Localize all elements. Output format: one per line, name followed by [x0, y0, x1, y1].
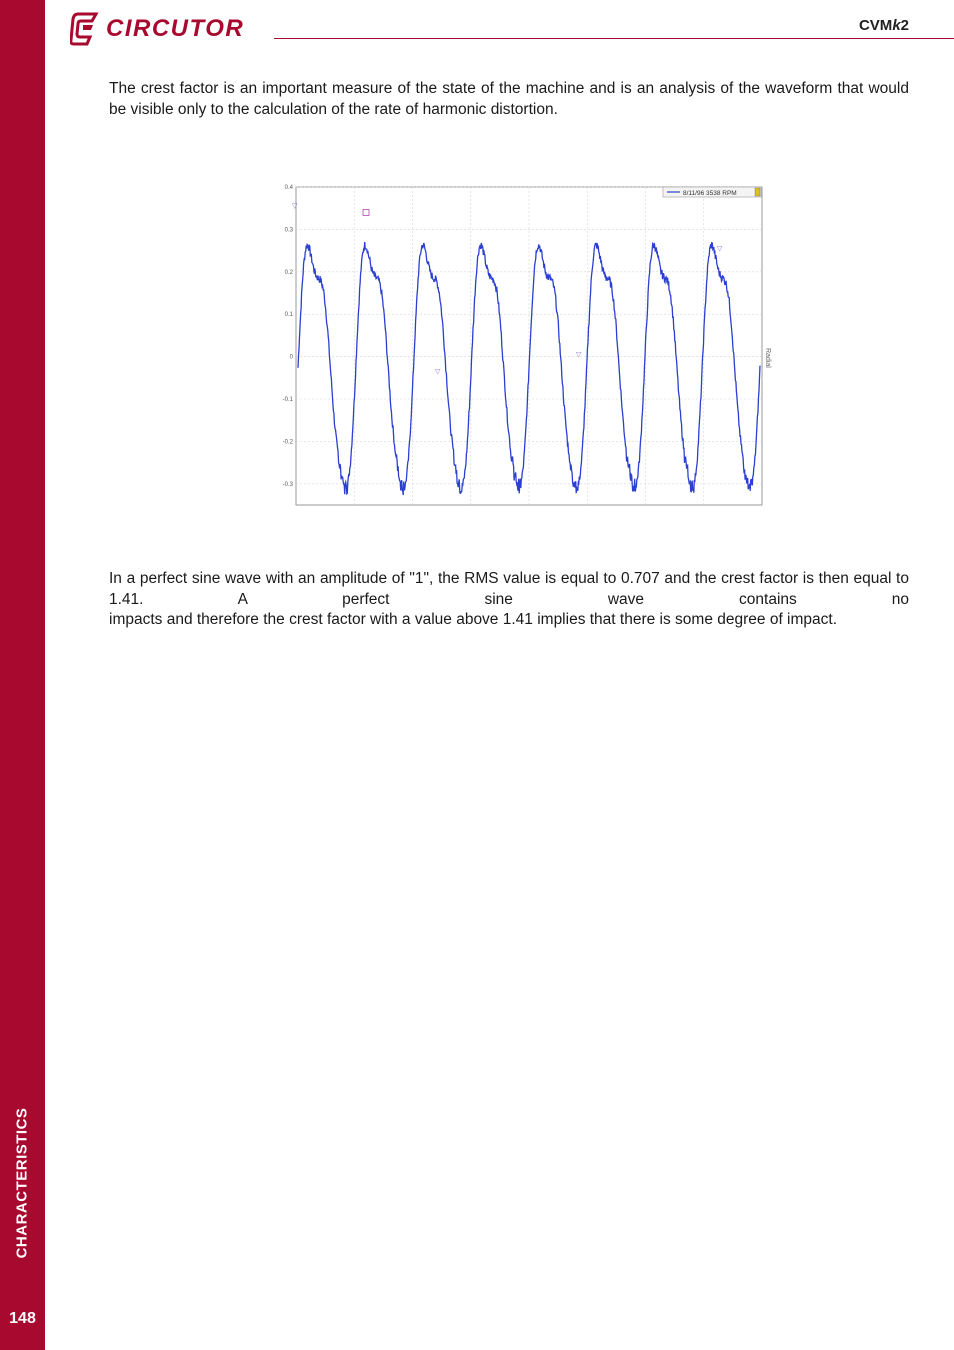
section-label: CHARACTERISTICS	[13, 1107, 31, 1259]
cursor-marker: ▽	[576, 351, 582, 359]
y-tick-label: 0.4	[284, 185, 293, 191]
y-tick-labels	[283, 185, 294, 488]
circutor-logo	[70, 12, 244, 46]
cursor-marker: ▽	[717, 245, 723, 253]
legend-label: 8/11/96 3538 RPM	[683, 190, 737, 197]
header-rule	[274, 38, 954, 39]
chart-legend	[663, 187, 761, 197]
circutor-logo-icon	[70, 12, 100, 46]
y-tick-label: 0	[289, 354, 293, 361]
cursor-marker: ▽	[292, 203, 298, 211]
document-model: CVMk2	[858, 17, 909, 34]
legend-close-icon	[755, 188, 760, 196]
paragraph-crest-factor-intro: The crest factor is an important measure of the state of the machine and is an analysis of the waveform that would be visible only to the calculation of the rate of harmonic distortion.	[109, 80, 909, 118]
waveform-figure	[270, 180, 780, 510]
waveform-chart	[270, 180, 780, 510]
y-tick-label: 0.2	[284, 269, 293, 276]
y-tick-label: 0.1	[284, 312, 293, 319]
logo-text: CIRCUTOR	[106, 15, 245, 42]
paragraph-sine-wave-line-2: impacts and therefore the crest factor with a value above 1.41 implies that there is some degree of impact.	[109, 611, 838, 628]
axis-side-label: Radial	[764, 348, 771, 368]
sidebar-band	[0, 0, 45, 1350]
page-number: 148	[9, 1310, 36, 1327]
paragraph-sine-wave	[109, 569, 909, 631]
paragraph-sine-wave-line-1: In a perfect sine wave with an amplitude of "1", the RMS value is equal to 0.707 and the crest factor is then equal to 1.41. A perfect sine wave contains no	[109, 570, 909, 608]
y-tick-label: -0.1	[282, 397, 293, 403]
y-tick-label: 0.3	[284, 227, 293, 234]
plot-frame	[296, 187, 762, 505]
cursor-marker: ▽	[435, 368, 441, 376]
y-tick-label: -0.2	[282, 439, 293, 446]
y-tick-label: -0.3	[282, 481, 293, 488]
